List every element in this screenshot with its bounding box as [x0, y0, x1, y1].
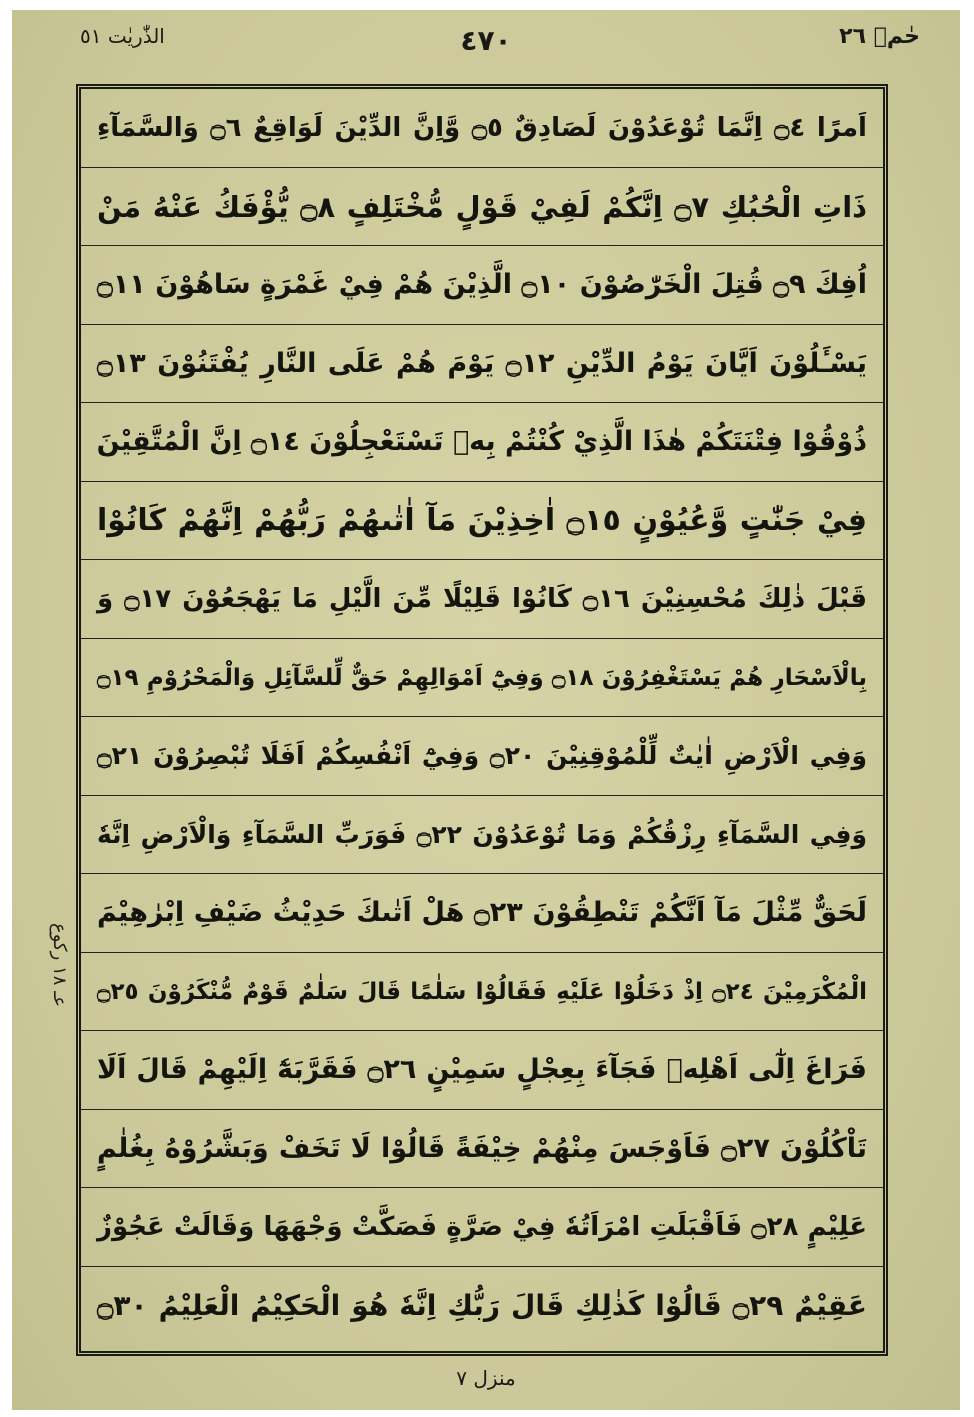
page-header: [30, 18, 942, 66]
verse-line: وَفِي الْاَرْضِ اٰيٰتٌ لِّلْمُوْقِنِيْنَ ۝٢٠ وَفِيْٓ اَنْفُسِكُمْ اَفَلَا تُبْصِرُوْنَ ۝٢١: [81, 717, 883, 796]
verse-line: قَبْلَ ذٰلِكَ مُحْسِنِيْنَ ۝١٦ كَانُوْا قَلِيْلًا مِّنَ الَّيْلِ مَا يَهْجَعُوْنَ ۝١٧ وَ: [81, 560, 883, 639]
verse-line: فِيْ جَنّٰتٍ وَّعُيُوْنٍ ۝١٥ اٰخِذِيْنَ مَآ اٰتٰىهُمْ رَبُّهُمْ اِنَّهُمْ كَانُوْا: [81, 482, 883, 561]
verse-line: يَسْـَٔلُوْنَ اَيَّانَ يَوْمُ الدِّيْنِ ۝١٢ يَوْمَ هُمْ عَلَى النَّارِ يُفْتَنُوْنَ ۝١٣: [81, 325, 883, 404]
verse-line: ذُوْقُوْا فِتْنَتَكُمْ هٰذَا الَّذِيْ كُنْتُمْ بِهٖ تَسْتَعْجِلُوْنَ ۝١٤ اِنَّ الْمُتَّقِيْنَ: [81, 403, 883, 482]
verse-line: الْمُكْرَمِيْنَ ۝٢٤ اِذْ دَخَلُوْا عَلَيْهِ فَقَالُوْا سَلٰمًا قَالَ سَلٰمٌ قَوْمٌ مُّنْكَرُوْنَ ۝٢٥: [81, 953, 883, 1032]
margin-note: عـ ١٨ رکوع: [49, 922, 70, 1008]
verse-lines: [81, 89, 883, 1351]
verse-line: بِالْاَسْحَارِ هُمْ يَسْتَغْفِرُوْنَ ۝١٨ وَفِيْٓ اَمْوَالِهِمْ حَقٌّ لِّلسَّآئِلِ وَالْمَحْرُوْمِ ۝١٩: [81, 639, 883, 718]
verse-line: وَفِي السَّمَآءِ رِزْقُكُمْ وَمَا تُوْعَدُوْنَ ۝٢٢ فَوَرَبِّ السَّمَآءِ وَالْاَرْضِ اِنَّهٗ: [81, 796, 883, 875]
juz-label: حٰمۗ ٢٦: [839, 24, 920, 49]
verse-line: فَرَاغَ اِلٰٓى اَهْلِهٖ فَجَآءَ بِعِجْلٍ سَمِيْنٍ ۝٢٦ فَقَرَّبَهٗٓ اِلَيْهِمْ قَالَ اَلَا: [81, 1031, 883, 1110]
surah-label: الذّٰريٰت ٥١: [80, 24, 165, 48]
quran-page: [12, 10, 960, 1410]
manzil-footer: منزل ٧: [456, 1366, 516, 1390]
page-number: ٤٧٠: [460, 24, 512, 57]
verse-line: عَقِيْمٌ ۝٢٩ قَالُوْا كَذٰلِكِ قَالَ رَبُّكِ اِنَّهٗ هُوَ الْحَكِيْمُ الْعَلِيْمُ ۝٣٠: [97, 1288, 867, 1322]
verse-line: اَمرًا ۝٤ اِنَّمَا تُوْعَدُوْنَ لَصَادِقٌ ۝٥ وَّاِنَّ الدِّيْنَ لَوَاقِعٌ ۝٦ وَالسَّمَآءِ: [81, 89, 883, 168]
verse-line: ذَاتِ الْحُبُكِ ۝٧ اِنَّكُمْ لَفِيْ قَوْلٍ مُّخْتَلِفٍ ۝٨ يُّؤْفَكُ عَنْهُ مَنْ: [81, 168, 883, 247]
verse-line: لَحَقٌّ مِّثْلَ مَآ اَنَّكُمْ تَنْطِقُوْنَ ۝٢٣ هَلْ اَتٰىكَ حَدِيْثُ ضَيْفِ اِبْرٰهِيْمَ: [81, 874, 883, 953]
verse-line: عَلِيْمٍ ۝٢٨ فَاَقْبَلَتِ امْرَاَتُهٗ فِيْ صَرَّةٍ فَصَكَّتْ وَجْهَهَا وَقَالَتْ عَجُوْزٌ: [81, 1188, 883, 1267]
verse-line: تَاْكُلُوْنَ ۝٢٧ فَاَوْجَسَ مِنْهُمْ خِيْفَةً قَالُوْا لَا تَخَفْ وَبَشَّرُوْهُ بِغُلٰمٍ: [81, 1110, 883, 1189]
verse-line: اُفِكَ ۝٩ قُتِلَ الْخَرّٰصُوْنَ ۝١٠ الَّذِيْنَ هُمْ فِيْ غَمْرَةٍ سَاهُوْنَ ۝١١: [81, 246, 883, 325]
text-frame: [76, 84, 888, 1356]
